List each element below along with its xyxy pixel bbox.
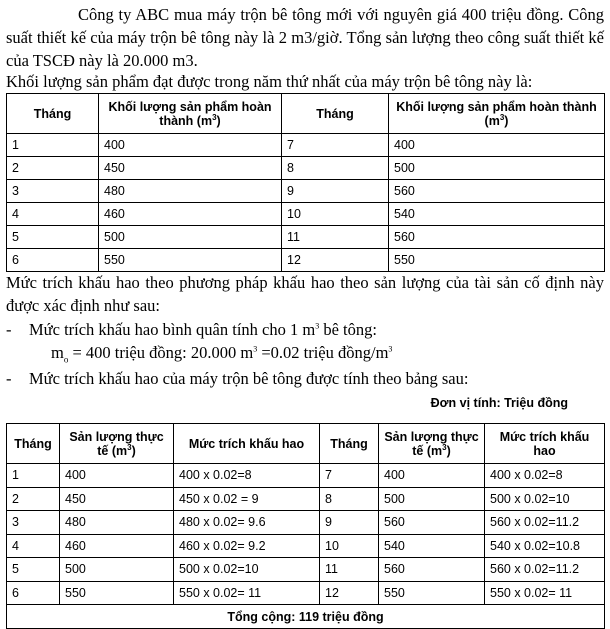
table-cell: 1 <box>7 464 60 488</box>
table-cell: 460 x 0.02= 9.2 <box>174 534 320 558</box>
table-row <box>7 157 605 180</box>
rate-formula: $m_o = 400$ triệu đồng: 20.000 $m^3 =0.02$ triệu đồng/$m^3$ <box>51 343 393 365</box>
table-cell: 560 <box>379 558 485 582</box>
table-cell: 8 <box>320 487 379 511</box>
table-cell: 3 <box>7 180 99 203</box>
table-cell: 400 <box>389 134 605 157</box>
table-cell: 550 <box>389 249 605 272</box>
table-cell: 11 <box>320 558 379 582</box>
total-cell: Tổng cộng: 119 triệu đồng <box>7 605 605 629</box>
intro-paragraph: Công ty ABC mua máy trộn bê tông mới với nguyên giá 400 triệu đồng. Công suất thiết kế của máy trộn bê tông này là 2 m3/giờ. Tổng sản lượng theo công suất thiết kế của TSCĐ này là 20.000 m3. <box>6 5 604 70</box>
intro-paragraph-2: Khối lượng sản phẩm đạt được trong năm thứ nhất của máy trộn bê tông này là: <box>6 72 533 91</box>
table-cell: 560 <box>379 511 485 535</box>
table-cell: 6 <box>7 249 99 272</box>
table-cell: 400 <box>379 464 485 488</box>
table-cell: 6 <box>7 581 60 605</box>
table-cell: 450 x 0.02 = 9 <box>174 487 320 511</box>
table-cell: 2 <box>7 487 60 511</box>
table-cell: 560 x 0.02=11.2 <box>485 511 605 535</box>
table-cell: 540 <box>389 203 605 226</box>
table-cell: 12 <box>320 581 379 605</box>
table-cell: 550 <box>99 249 282 272</box>
table-cell: 12 <box>282 249 389 272</box>
table-cell: 450 <box>60 487 174 511</box>
production-volume-table <box>6 93 605 272</box>
bullet-table-intro: Mức trích khấu hao của máy trộn bê tông được tính theo bảng sau: <box>29 369 469 388</box>
table-cell: 540 x 0.02=10.8 <box>485 534 605 558</box>
table-cell: 7 <box>282 134 389 157</box>
column-header-month: Tháng <box>7 424 60 464</box>
column-header-volume: Khối lượng sản phẩm hoàn thành $(m^3)$ <box>389 94 605 134</box>
table-cell: 500 x 0.02=10 <box>485 487 605 511</box>
method-paragraph: Mức trích khấu hao theo phương pháp khấu hao theo sản lượng của tài sản cố định này được xác định như sau: <box>6 273 604 315</box>
table-row <box>7 249 605 272</box>
table-row <box>7 180 605 203</box>
table-cell: 460 <box>60 534 174 558</box>
table-cell: 8 <box>282 157 389 180</box>
column-header-output: Sản lượng thực tế $(m^3)$ <box>379 424 485 464</box>
table-cell: 4 <box>7 534 60 558</box>
column-header-volume: Khối lượng sản phẩm hoàn thành $(m^3)$ <box>99 94 282 134</box>
table-cell: 2 <box>7 157 99 180</box>
table-cell: 500 <box>99 226 282 249</box>
column-header-month: Tháng <box>282 94 389 134</box>
table-row <box>7 203 605 226</box>
table-cell: 480 <box>60 511 174 535</box>
table-cell: 9 <box>320 511 379 535</box>
table-cell: 550 <box>60 581 174 605</box>
table-cell: 550 x 0.02= 11 <box>174 581 320 605</box>
bullet-dash: - <box>6 320 12 339</box>
table-header-row <box>7 94 605 134</box>
table-cell: 500 <box>379 487 485 511</box>
unit-label: Đơn vị tính: Triệu đồng <box>430 396 568 410</box>
bullet-average-rate: Mức trích khấu hao bình quân tính cho 1 $m^3$ bê tông: <box>29 320 377 339</box>
table-cell: 10 <box>320 534 379 558</box>
table-row <box>7 487 605 511</box>
table-row <box>7 558 605 582</box>
table-cell: 11 <box>282 226 389 249</box>
table-cell: 480 <box>99 180 282 203</box>
table-cell: 500 <box>389 157 605 180</box>
table-row <box>7 581 605 605</box>
table-cell: 7 <box>320 464 379 488</box>
table-cell: 480 x 0.02= 9.6 <box>174 511 320 535</box>
table-cell: 1 <box>7 134 99 157</box>
table-cell: 450 <box>99 157 282 180</box>
depreciation-table <box>6 423 605 629</box>
table-cell: 400 x 0.02=8 <box>485 464 605 488</box>
table-header-row <box>7 424 605 464</box>
table-cell: 460 <box>99 203 282 226</box>
bullet-dash: - <box>6 369 12 388</box>
table-cell: 3 <box>7 511 60 535</box>
column-header-depreciation: Mức trích khấu hao <box>174 424 320 464</box>
column-header-output: Sản lượng thực tế $(m^3)$ <box>60 424 174 464</box>
table-cell: 400 x 0.02=8 <box>174 464 320 488</box>
table-cell: 540 <box>379 534 485 558</box>
table-row <box>7 226 605 249</box>
table-row <box>7 134 605 157</box>
table-cell: 560 <box>389 226 605 249</box>
table-cell: 400 <box>99 134 282 157</box>
table-cell: 500 <box>60 558 174 582</box>
table-cell: 5 <box>7 558 60 582</box>
table-cell: 550 <box>379 581 485 605</box>
column-header-month: Tháng <box>320 424 379 464</box>
table-cell: 4 <box>7 203 99 226</box>
table-row <box>7 511 605 535</box>
table-row <box>7 464 605 488</box>
total-row <box>7 605 605 629</box>
table-cell: 5 <box>7 226 99 249</box>
table-cell: 550 x 0.02= 11 <box>485 581 605 605</box>
table-cell: 400 <box>60 464 174 488</box>
table-cell: 560 <box>389 180 605 203</box>
column-header-month: Tháng <box>7 94 99 134</box>
table-cell: 10 <box>282 203 389 226</box>
column-header-depreciation: Mức trích khấu hao <box>485 424 605 464</box>
table-cell: 9 <box>282 180 389 203</box>
table-cell: 560 x 0.02=11.2 <box>485 558 605 582</box>
table-row <box>7 534 605 558</box>
table-cell: 500 x 0.02=10 <box>174 558 320 582</box>
